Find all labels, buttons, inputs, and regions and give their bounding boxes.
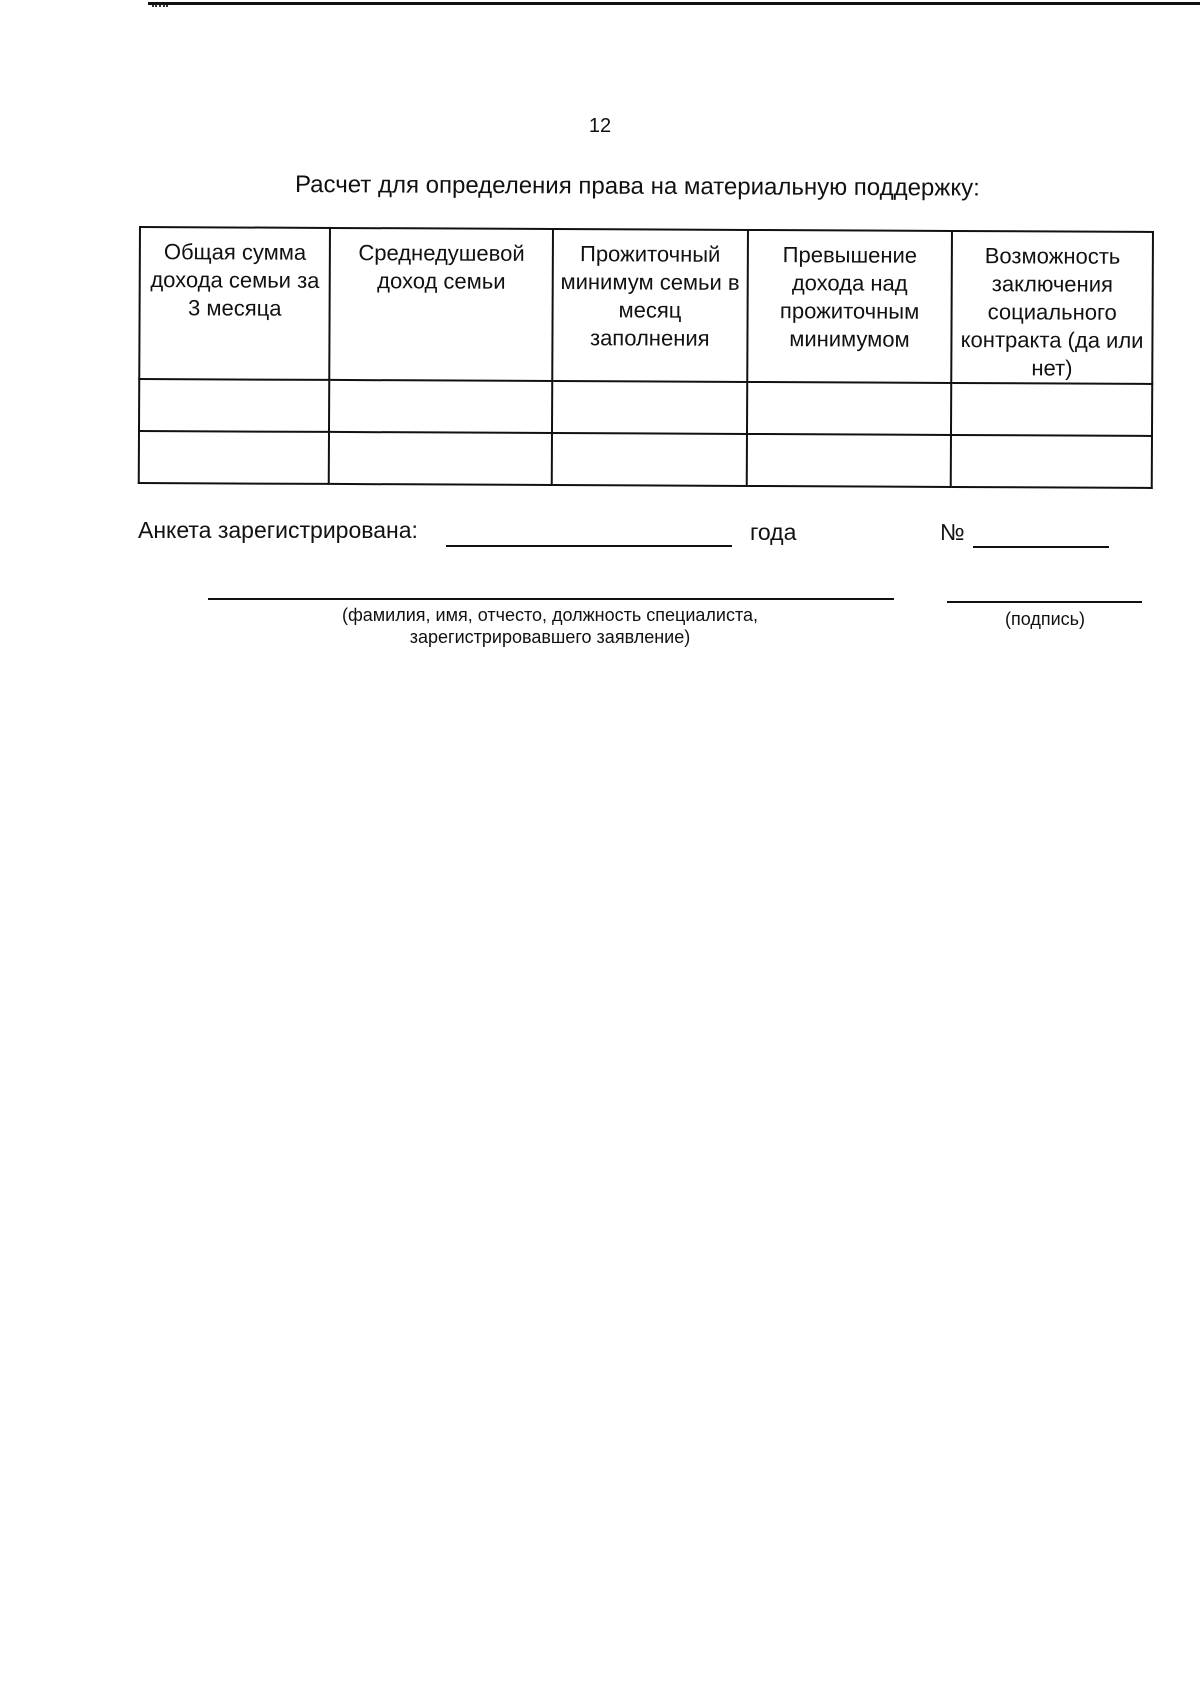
page-number: 12 [588, 115, 612, 137]
table-cell[interactable] [746, 434, 951, 487]
year-label: года [750, 519, 797, 545]
table-cell[interactable] [552, 381, 747, 434]
page-number-container [0, 115, 1200, 138]
table-cell[interactable] [951, 383, 1152, 436]
table-cell[interactable] [747, 382, 952, 435]
top-scan-mark [152, 5, 168, 9]
table-header-row [139, 227, 1153, 384]
table-row [139, 431, 1152, 488]
table-cell[interactable] [139, 431, 330, 484]
table-row [139, 379, 1152, 436]
table-cell[interactable] [139, 379, 330, 432]
number-label: № [940, 519, 965, 545]
signature-field[interactable] [947, 601, 1142, 603]
registration-label: Анкета зарегистрирована: [138, 517, 418, 543]
table-cell[interactable] [329, 432, 552, 485]
signature-caption: (подпись) [1004, 609, 1086, 629]
header-subsistence-minimum: Прожиточный минимум семьи в месяц заполнения [552, 229, 747, 382]
specialist-name-field[interactable] [208, 598, 894, 600]
header-contract-possibility: Возможность заключения социального контракта (да или нет) [952, 231, 1153, 384]
top-border-line [148, 2, 1200, 5]
header-total-income: Общая сумма дохода семьи за 3 месяца [139, 227, 330, 380]
registration-date-field[interactable] [446, 545, 732, 547]
page-heading: Расчет для определения права на материальную поддержку: [294, 171, 980, 202]
table-cell[interactable] [552, 433, 747, 486]
table-cell[interactable] [951, 435, 1152, 488]
specialist-caption: (фамилия, имя, отчесто, должность специалиста, зарегистрировавшего заявление) [341, 605, 758, 647]
header-income-excess: Превышение дохода над прожиточным минимумом [747, 230, 952, 383]
support-calculation-table [138, 226, 1154, 489]
header-per-capita-income: Среднедушевой доход семьи [330, 228, 553, 381]
table-cell[interactable] [329, 380, 552, 433]
registration-number-field[interactable] [973, 546, 1109, 548]
